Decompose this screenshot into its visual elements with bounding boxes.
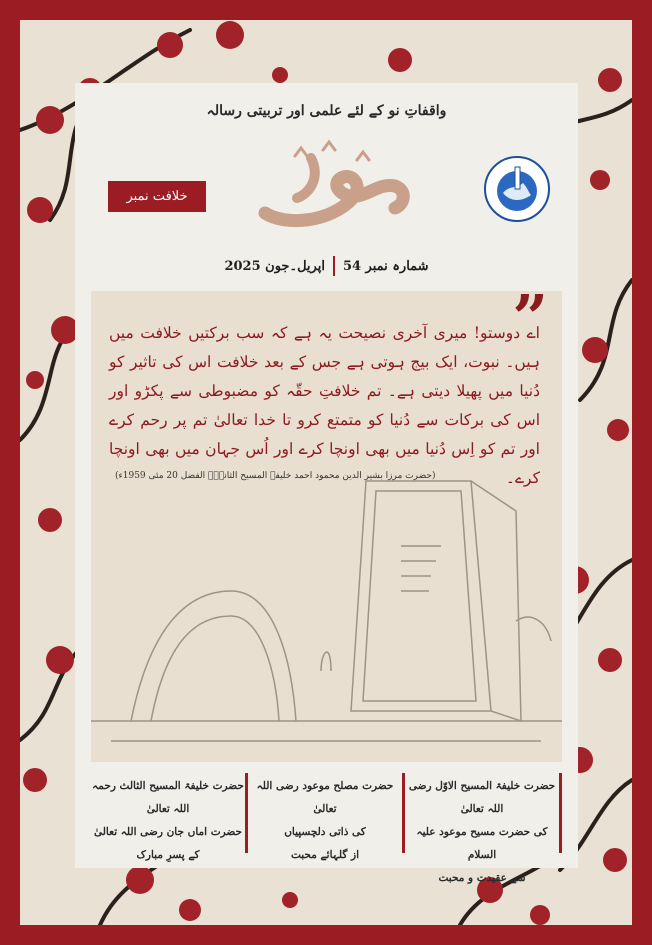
article-item[interactable] [245, 773, 402, 861]
special-issue-badge: خلافت نمبر [108, 181, 206, 212]
article-title-line: از گلہائے محبت [290, 849, 360, 861]
contents-strip [91, 773, 562, 884]
article-title-line: سے عقیدت و محبت [438, 872, 526, 884]
issue-number: شمارہ نمبر 54 [342, 258, 429, 274]
feature-artwork [91, 291, 562, 762]
article-title-line: کے پسرِ مبارک [136, 849, 200, 861]
article-title-line: کی حضرت مسیح موعود علیہ السلام [416, 826, 548, 861]
article-title-line: حضرت اماں جان رضی اللہ تعالیٰ [93, 826, 243, 838]
issue-divider [333, 256, 335, 276]
article-title-line: کی ذاتی دلچسپیاں [284, 826, 366, 838]
quote-mark-icon: ” [512, 291, 548, 354]
article-title-line: حضرت خلیفۃ المسیح الثالث رحمہ اللہ تعالیٰ [92, 780, 244, 815]
magazine-tagline: واقفاتِ نو کے لئے علمی اور تربیتی رسالہ [206, 103, 447, 119]
article-title-line: حضرت مصلح موعود رضی اللہ تعالیٰ [256, 780, 394, 815]
issue-info [75, 256, 578, 276]
feature-quote: اے دوستو! میری آخری نصیحت یہ ہے کہ سب برکتیں خلافت میں ہیں۔ نبوت، ایک بیج ہوتی ہے جس کے بعد خلافت اس کی تاثیر کو دُنیا میں پھیلا دیتی ہے۔ تم خلافتِ حقّہ کو مضبوطی سے پکڑو اور اس کی برکات سے دُنیا کو متمتع کرو تا خدا تعالیٰ تم پر رحم کرے اور تم کو اِس دُنیا میں بھی اونچا کرے اور اُس جہان میں بھی اونچا کرے۔ [109, 324, 540, 487]
issue-date: اپریل۔جون 2025 [224, 258, 325, 274]
article-item[interactable] [91, 773, 245, 861]
waqf-e-nau-emblem [483, 155, 551, 223]
magazine-logo [245, 138, 415, 228]
quote-reference: (حضرت مرزا بشیر الدین محمود احمد خلیفۃ المسیح الثانیؓ۔ الفضل 20 مئی 1959ء) [115, 471, 436, 481]
content-panel [75, 83, 578, 884]
article-item[interactable] [402, 773, 562, 884]
article-title-line: حضرت خلیفۃ المسیح الاوّل رضی اللہ تعالیٰ [408, 780, 556, 815]
